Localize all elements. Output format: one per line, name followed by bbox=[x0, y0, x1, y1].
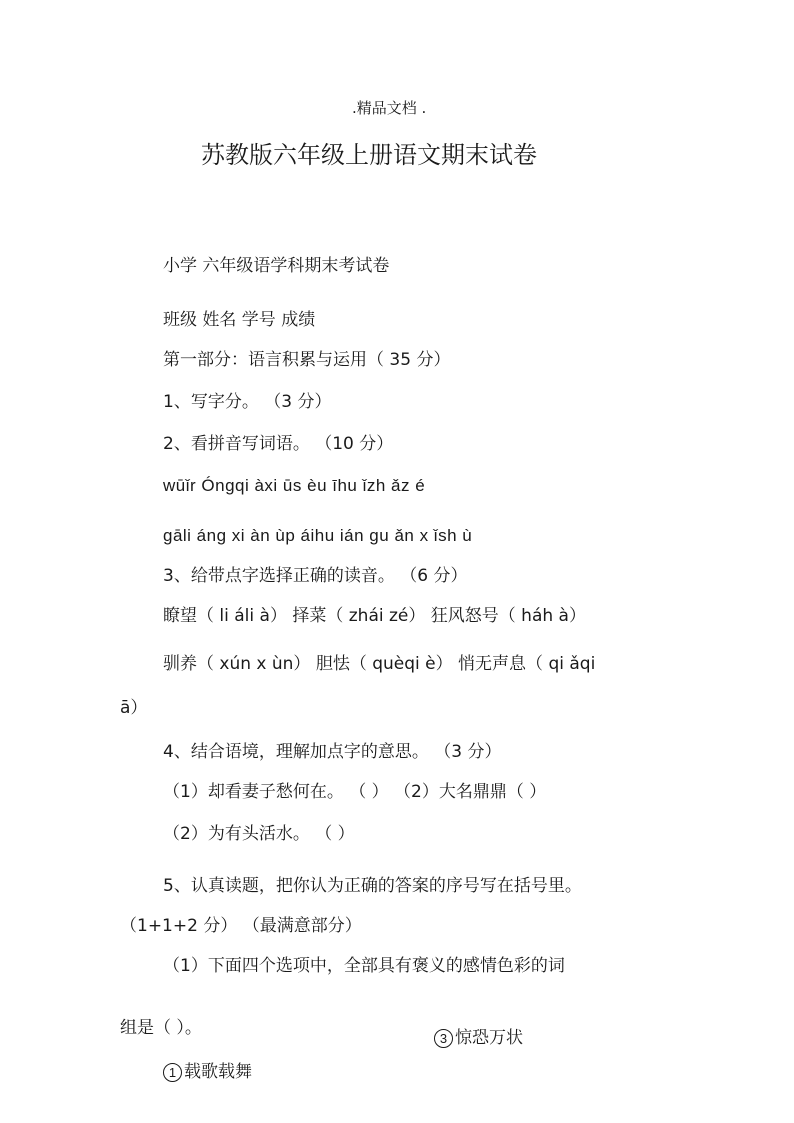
question-4-item-b: （2）为有头活水。 （ ） bbox=[163, 824, 355, 844]
document-title: 苏教版六年级上册语文期末试卷 bbox=[201, 141, 537, 169]
question-5-1-continued: 组是（ ）。 bbox=[120, 1018, 202, 1038]
option-1 bbox=[163, 1062, 252, 1082]
option-3-text: 惊恐万状 bbox=[455, 1028, 523, 1048]
question-5-1: （1）下面四个选项中，全部具有褒义的感情色彩的词 bbox=[163, 956, 565, 976]
student-info-line: 班级 姓名 学号 成绩 bbox=[163, 310, 316, 330]
option-3 bbox=[434, 1028, 523, 1048]
part1-heading: 第一部分：语言积累与运用（ 35 分） bbox=[163, 350, 451, 370]
question-5-score: （1+1+2 分） （最满意部分） bbox=[120, 916, 362, 936]
option-1-text: 载歌载舞 bbox=[184, 1062, 252, 1082]
option-3-number: 3 bbox=[434, 1029, 453, 1048]
pinyin-line-1: wūǐr Óngqi àxi ūs èu īhu ǐzh ǎz é bbox=[163, 476, 426, 495]
question-2: 2、看拼音写词语。 （10 分） bbox=[163, 434, 394, 454]
question-5: 5、认真读题，把你认为正确的答案的序号写在括号里。 bbox=[163, 876, 582, 896]
question-3-row-1: 瞭望（ li áli à） 择菜（ zhái zé） 狂风怒号（ háh à） bbox=[163, 606, 586, 626]
pinyin-line-2: gāli áng xi àn ùp áihu ián gu ǎn x ǐsh ù bbox=[163, 526, 473, 545]
question-1: 1、写字分。 （3 分） bbox=[163, 392, 332, 412]
question-4-item-a: （1）却看妻子愁何在。 （ ） （2）大名鼎鼎（ ） bbox=[163, 782, 547, 802]
question-4: 4、结合语境，理解加点字的意思。 （3 分） bbox=[163, 742, 502, 762]
question-3-row-2-continued: ā） bbox=[120, 698, 148, 718]
exam-subtitle: 小学 六年级语学科期末考试卷 bbox=[163, 256, 390, 276]
page-header: .精品文档 . bbox=[352, 99, 427, 117]
question-3: 3、给带点字选择正确的读音。 （6 分） bbox=[163, 566, 468, 586]
question-3-row-2: 驯养（ xún x ùn） 胆怯（ quèqi è） 悄无声息（ qi ǎqi bbox=[163, 654, 596, 674]
option-1-number: 1 bbox=[163, 1063, 182, 1082]
